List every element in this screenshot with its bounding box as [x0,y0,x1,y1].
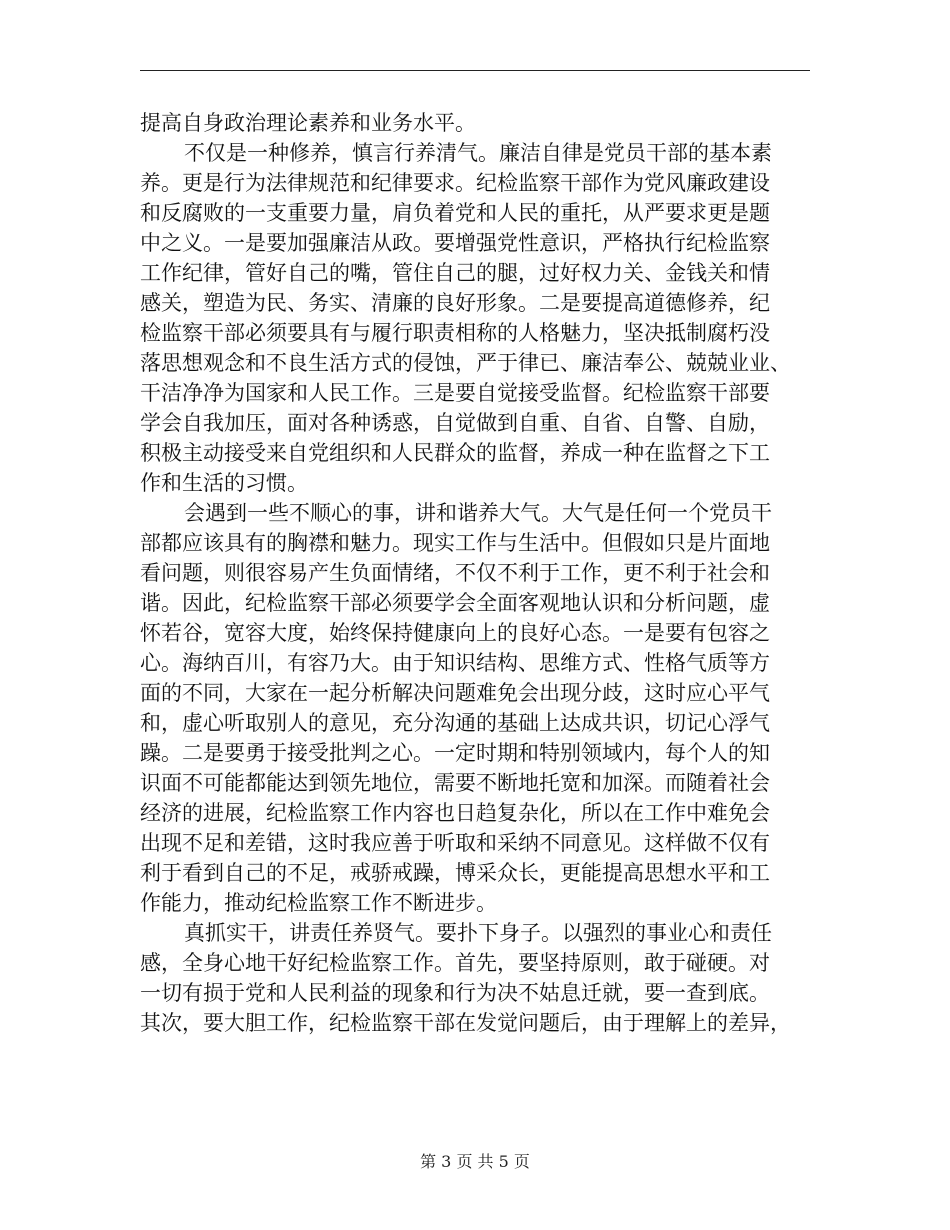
text-line: 中之义。一是要加强廉洁从政。要增强党性意识，严格执行纪检监察 [140,231,770,255]
text-line: 和，虚心听取别人的意见，充分沟通的基础上达成共识，切记心浮气 [140,711,770,735]
page-footer [0,1152,950,1172]
text-line: 检监察干部必须要具有与履行职责相称的人格魅力，坚决抵制腐朽没 [140,321,770,345]
text-line: 利于看到自己的不足，戒骄戒躁，博采众长，更能提高思想水平和工 [140,861,770,885]
text-line: 积极主动接受来自党组织和人民群众的监督，养成一种在监督之下工 [140,441,770,465]
text-line: 落思想观念和不良生活方式的侵蚀，严于律已、廉洁奉公、兢兢业业、 [140,351,791,375]
document-body [140,108,810,1038]
text-line: 学会自我加压，面对各种诱惑，自觉做到自重、自省、自警、自励， [140,411,770,435]
text-line: 工作纪律，管好自己的嘴，管住自己的腿，过好权力关、金钱关和情 [140,261,770,285]
text-line: 怀若谷，宽容大度，始终保持健康向上的良好心态。一是要有包容之 [140,621,770,645]
text-line: 经济的进展，纪检监察工作内容也日趋复杂化，所以在工作中难免会 [140,801,770,825]
text-line: 谐。因此，纪检监察干部必须要学会全面客观地认识和分析问题，虚 [140,591,770,615]
text-line: 干洁净净为国家和人民工作。三是要自觉接受监督。纪检监察干部要 [140,381,770,405]
text-line: 其次，要大胆工作，纪检监察干部在发觉问题后，由于理解上的差异， [140,1011,791,1035]
text-line: 部都应该具有的胸襟和魅力。现实工作与生活中。但假如只是片面地 [140,531,770,555]
text-line: 躁。二是要勇于接受批判之心。一定时期和特别领域内，每个人的知 [140,741,770,765]
text-line: 识面不可能都能达到领先地位，需要不断地托宽和加深。而随着社会 [140,771,770,795]
text-line: 养。更是行为法律规范和纪律要求。纪检监察干部作为党风廉政建设 [140,171,770,195]
text-line: 面的不同，大家在一起分析解决问题难免会出现分歧，这时应心平气 [140,681,770,705]
text-line: 会遇到一些不顺心的事，讲和谐养大气。大气是任何一个党员干 [184,501,772,525]
text-line: 真抓实干，讲责任养贤气。要扑下身子。以强烈的事业心和责任 [184,921,772,945]
text-line: 心。海纳百川，有容乃大。由于知识结构、思维方式、性格气质等方 [140,651,770,675]
page-number: 第 3 页 共 5 页 [420,1152,530,1171]
text-line: 感关，塑造为民、务实、清廉的良好形象。二是要提高道德修养，纪 [140,291,770,315]
header-rule [140,70,810,71]
text-line: 一切有损于党和人民利益的现象和行为决不姑息迁就，要一查到底。 [140,981,770,1005]
text-line: 作能力，推动纪检监察工作不断进步。 [140,891,497,915]
text-line: 出现不足和差错，这时我应善于听取和采纳不同意见。这样做不仅有 [140,831,770,855]
text-line: 作和生活的习惯。 [140,471,308,495]
text-line: 提高自身政治理论素养和业务水平。 [140,111,476,135]
text-line: 不仅是一种修养，慎言行养清气。廉洁自律是党员干部的基本素 [184,141,772,165]
text-line: 和反腐败的一支重要力量，肩负着党和人民的重托，从严要求更是题 [140,201,770,225]
text-line: 感，全身心地干好纪检监察工作。首先，要坚持原则，敢于碰硬。对 [140,951,770,975]
text-line: 看问题，则很容易产生负面情绪，不仅不利于工作，更不利于社会和 [140,561,770,585]
